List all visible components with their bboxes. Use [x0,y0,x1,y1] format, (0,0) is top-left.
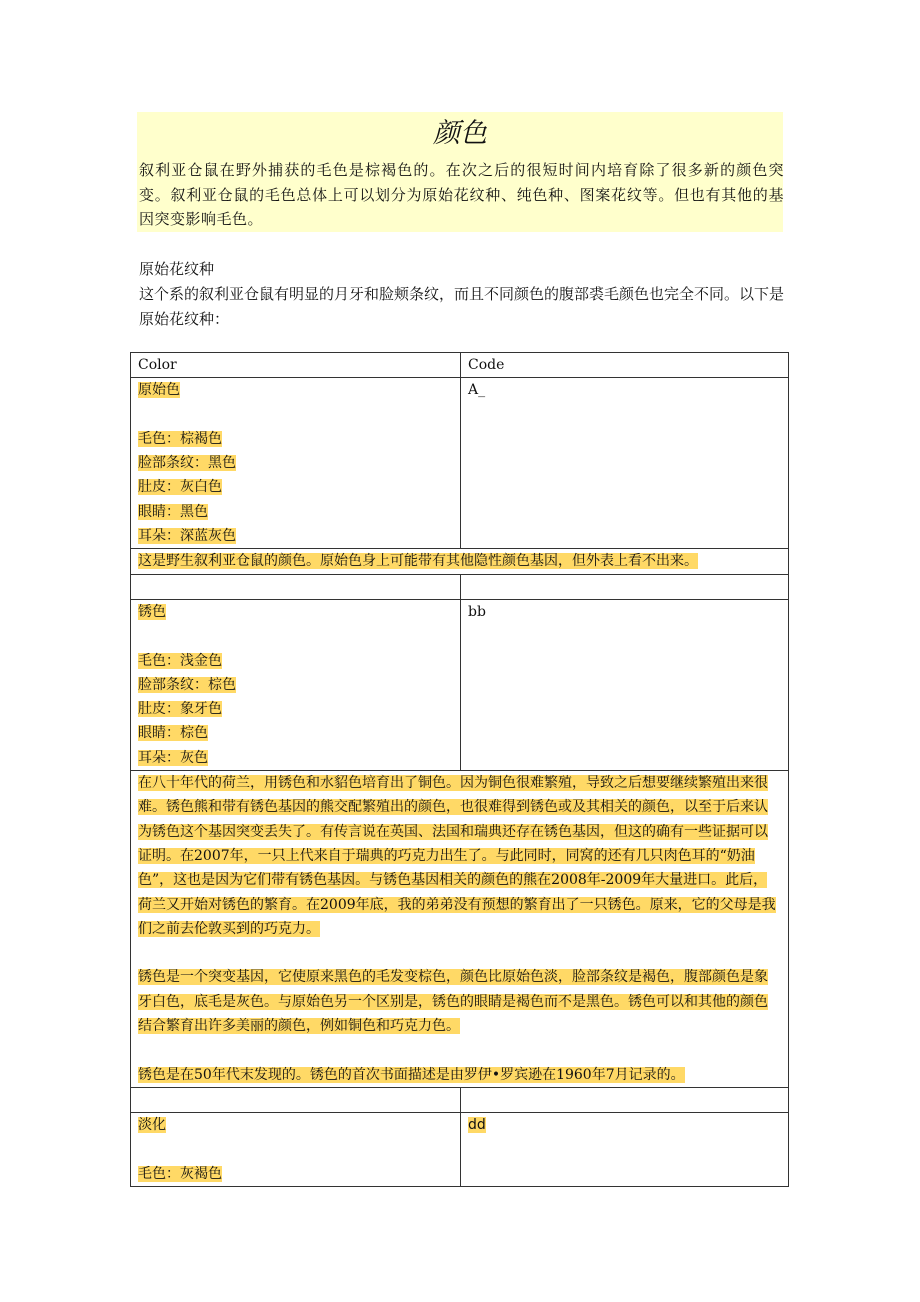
note-cell [131,549,789,574]
color-name: 淡化 [138,1117,166,1134]
page-title: 颜色 [433,118,487,149]
header-code: Code [461,353,789,378]
note-text: 在八十年代的荷兰，用锈色和水貂色培育出了铜色。因为铜色很难繁殖，导致之后想要继续繁殖出来很难。锈色熊和带有锈色基因的熊交配繁殖出的颜色，也很难得到锈色或及其相关的颜色，以至于后来认为锈色这个基因突变丢失了。有传言说在英国、法国和瑞典还存在锈色基因，但这的确有一些证据可以证明。在2007年，一只上代来自于瑞典的巧克力出生了。与此同时，同窝的还有几只肉色耳的“奶油色”，这也是因为它们带有锈色基因。与锈色基因相关的颜色的熊在2008年-2009年大量进口。此后，荷兰又开始对锈色的繁育。在2009年底，我的弟弟没有预想的繁育出了一只锈色。原来，它的父母是我们之前去伦敦买到的巧克力。 [138,775,776,937]
section-title: 原始花纹种 [139,260,215,278]
trait: 毛色：浅金色 [138,652,222,669]
trait: 毛色：灰褐色 [138,1165,222,1182]
note-text: 锈色是在50年代末发现的。锈色的首次书面描述是由罗伊•罗宾逊在1960年7月记录的。 [138,1066,685,1083]
code-cell [461,1113,789,1187]
spacer-cell [131,574,461,599]
spacer-cell [461,574,789,599]
trait: 眼睛：黑色 [138,503,208,520]
table-row [131,599,789,770]
note-row [131,771,789,1088]
table-header-row [131,353,789,378]
code-value: A_ [468,382,486,399]
spacer-row [131,1087,789,1112]
trait: 脸部条纹：黑色 [138,455,236,472]
trait: 耳朵：深蓝灰色 [138,528,236,545]
table-row [131,378,789,549]
trait: 耳朵：灰色 [138,749,208,766]
code-value: dd [468,1117,486,1134]
trait: 肚皮：灰白色 [138,479,222,496]
spacer-cell [131,1087,461,1112]
header-color: Color [131,353,461,378]
trait: 脸部条纹：棕色 [138,676,236,693]
code-cell [461,378,789,549]
table-row [131,1113,789,1187]
intro-paragraph: 叙利亚仓鼠在野外捕获的毛色是棕褐色的。在次之后的很短时间内培育除了很多新的颜色突变。叙利亚仓鼠的毛色总体上可以划分为原始花纹种、纯色种、图案花纹等。但也有其他的基因突变影响毛色。 [139,161,784,228]
spacer-row [131,574,789,599]
section-paragraph: 这个系的叙利亚仓鼠有明显的月牙和脸颊条纹，而且不同颜色的腹部裘毛颜色也完全不同。以下是原始花纹种： [139,285,785,328]
note-cell [131,771,789,1088]
code-cell [461,599,789,770]
note-text: 这是野生叙利亚仓鼠的颜色。原始色身上可能带有其他隐性颜色基因，但外表上看不出来。 [138,553,698,570]
trait: 毛色：棕褐色 [138,430,222,447]
code-value: bb [468,603,486,620]
spacer-cell [461,1087,789,1112]
note-row [131,549,789,574]
color-name: 原始色 [138,382,180,399]
note-text: 锈色是一个突变基因，它使原来黑色的毛发变棕色，颜色比原始色淡，脸部条纹是褐色，腹部颜色是象牙白色，底毛是灰色。与原始色另一个区别是，锈色的眼睛是褐色而不是黑色。锈色可以和其他的颜色结合繁育出许多美丽的颜色，例如铜色和巧克力色。 [138,969,768,1035]
trait: 眼睛：棕色 [138,725,208,742]
trait: 肚皮：象牙色 [138,701,222,718]
color-name: 锈色 [138,603,166,620]
color-table [130,352,789,1187]
color-cell [131,378,461,549]
color-cell [131,599,461,770]
color-cell [131,1113,461,1187]
